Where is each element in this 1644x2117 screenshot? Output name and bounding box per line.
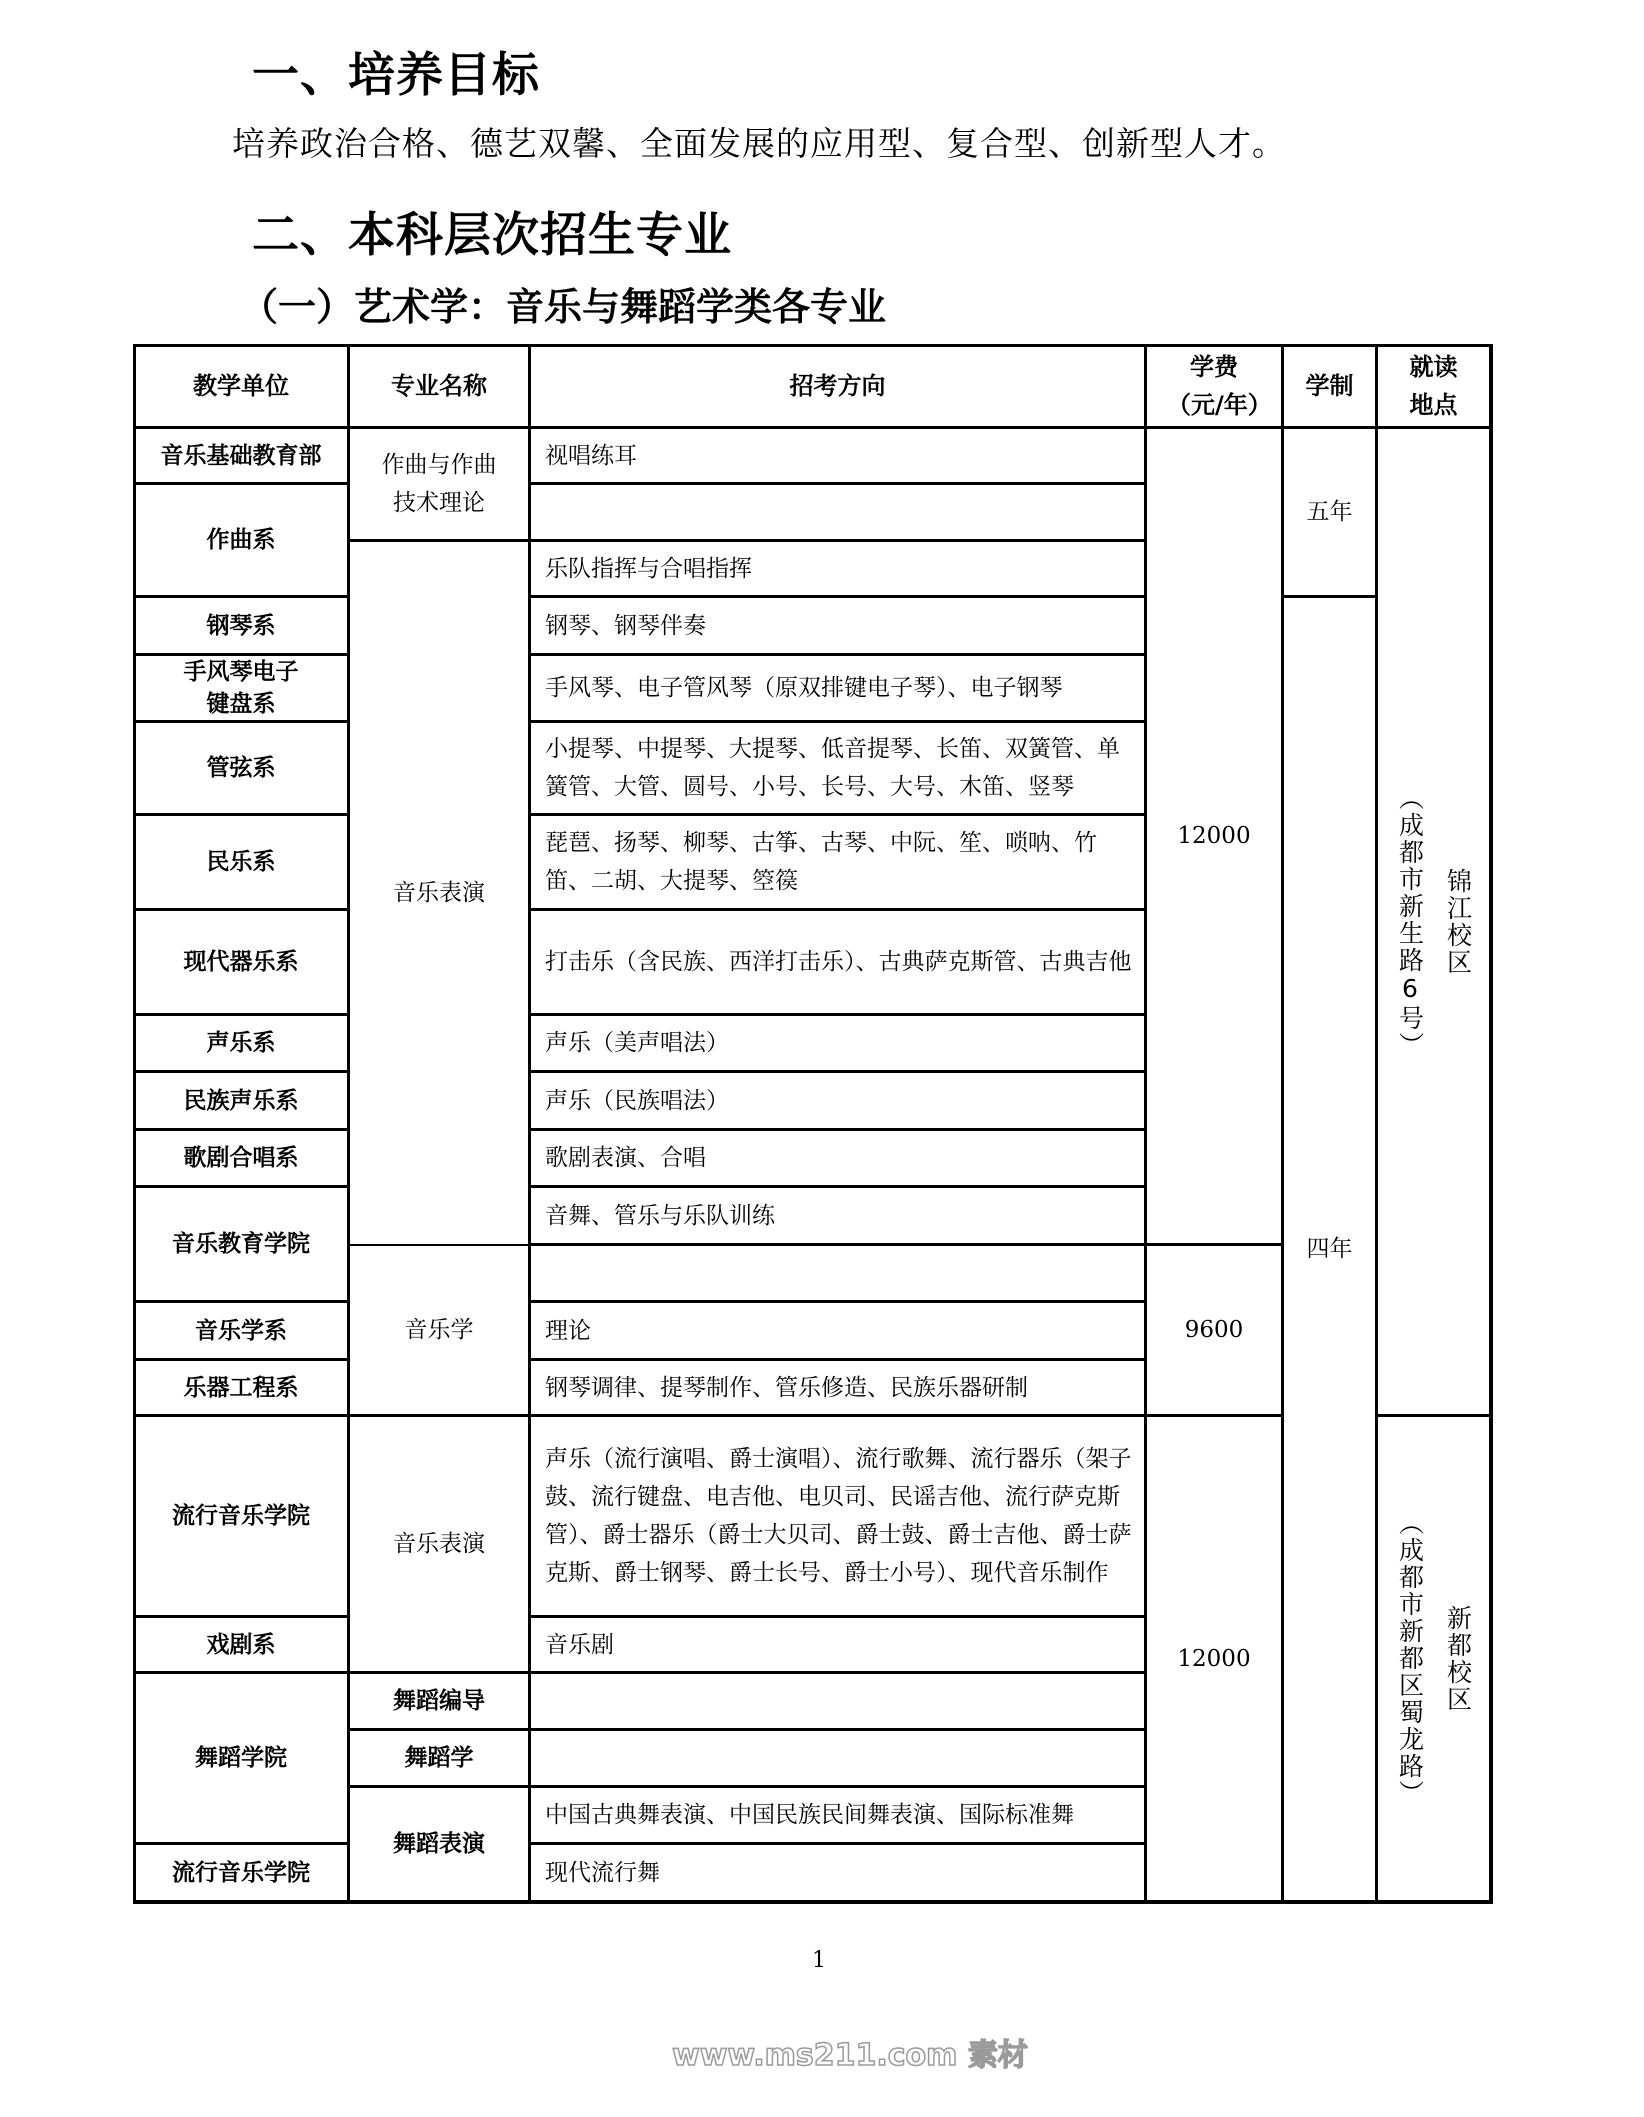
unit-cell: 歌剧合唱系 <box>133 1129 349 1187</box>
header-direction: 招考方向 <box>529 344 1146 428</box>
direction-cell: 钢琴调律、提琴制作、管乐修造、民族乐器研制 <box>529 1359 1146 1416</box>
unit-cell: 音乐基础教育部 <box>133 427 349 484</box>
unit-cell: 声乐系 <box>133 1014 349 1072</box>
direction-cell: 中国古典舞表演、中国民族民间舞表演、国际标准舞 <box>529 1786 1146 1844</box>
direction-cell: 琵琶、扬琴、柳琴、古筝、古琴、中阮、笙、唢呐、竹笛、二胡、大提琴、箜篌 <box>529 814 1146 910</box>
direction-cell: 歌剧表演、合唱 <box>529 1129 1146 1187</box>
direction-cell: 打击乐（含民族、西洋打击乐）、古典萨克斯管、古典吉他 <box>529 909 1146 1015</box>
fee-cell: 12000 <box>1145 1415 1283 1902</box>
campus-name: 新都校区 <box>1443 1604 1473 1713</box>
direction-cell: 音乐剧 <box>529 1616 1146 1673</box>
major-cell: 舞蹈学 <box>348 1729 530 1787</box>
direction-cell <box>529 483 1146 541</box>
unit-cell: 舞蹈学院 <box>133 1672 349 1844</box>
unit-cell: 作曲系 <box>133 483 349 597</box>
major-cell: 舞蹈编导 <box>348 1672 530 1730</box>
header-duration: 学制 <box>1282 344 1377 428</box>
direction-cell: 视唱练耳 <box>529 427 1146 484</box>
major-cell: 音乐表演 <box>348 540 530 1246</box>
location-cell-xindu <box>1376 1415 1491 1902</box>
fee-cell: 9600 <box>1145 1244 1283 1416</box>
unit-cell: 管弦系 <box>133 721 349 815</box>
duration-cell: 四年 <box>1282 596 1377 1902</box>
training-goal-text: 培养政治合格、德艺双馨、全面发展的应用型、复合型、创新型人才。 <box>232 124 1286 163</box>
major-cell: 舞蹈表演 <box>348 1786 530 1902</box>
direction-cell <box>529 1672 1146 1730</box>
watermark: www.ms211.com 素材 <box>672 2038 1028 2073</box>
unit-cell: 流行音乐学院 <box>133 1843 349 1902</box>
page-number: 1 <box>812 1948 826 1973</box>
direction-cell: 手风琴、电子管风琴（原双排键电子琴）、电子钢琴 <box>529 654 1146 722</box>
subheading-music-dance: （一）艺术学：音乐与舞蹈学类各专业 <box>240 285 887 329</box>
campus-address: （成都市新生路6号） <box>1395 784 1425 1059</box>
direction-cell <box>529 1244 1146 1302</box>
major-cell: 作曲与作曲技术理论 <box>348 427 530 541</box>
unit-cell: 现代器乐系 <box>133 909 349 1015</box>
unit-cell: 民乐系 <box>133 814 349 910</box>
unit-cell: 流行音乐学院 <box>133 1415 349 1617</box>
major-cell: 音乐学 <box>348 1244 530 1416</box>
fee-cell: 12000 <box>1145 427 1283 1245</box>
duration-cell: 五年 <box>1282 427 1377 597</box>
unit-cell: 乐器工程系 <box>133 1359 349 1416</box>
heading-undergrad-majors: 二、本科层次招生专业 <box>252 208 732 263</box>
header-fee: 学费（元/年） <box>1145 344 1283 428</box>
major-cell: 音乐表演 <box>348 1415 530 1673</box>
heading-training-goal: 一、培养目标 <box>252 48 540 103</box>
direction-cell: 理论 <box>529 1301 1146 1360</box>
header-unit: 教学单位 <box>133 344 349 428</box>
direction-cell: 钢琴、钢琴伴奏 <box>529 596 1146 655</box>
direction-cell: 声乐（美声唱法） <box>529 1014 1146 1072</box>
unit-cell: 钢琴系 <box>133 596 349 655</box>
unit-cell: 音乐学系 <box>133 1301 349 1360</box>
direction-cell: 音舞、管乐与乐队训练 <box>529 1186 1146 1245</box>
header-location: 就读地点 <box>1376 344 1491 428</box>
direction-cell: 声乐（民族唱法） <box>529 1071 1146 1130</box>
header-major: 专业名称 <box>348 344 530 428</box>
unit-cell: 音乐教育学院 <box>133 1186 349 1302</box>
direction-cell <box>529 1729 1146 1787</box>
unit-cell: 戏剧系 <box>133 1616 349 1673</box>
unit-cell: 民族声乐系 <box>133 1071 349 1130</box>
campus-name: 锦江校区 <box>1443 867 1473 976</box>
unit-cell: 手风琴电子键盘系 <box>133 654 349 722</box>
direction-cell: 乐队指挥与合唱指挥 <box>529 540 1146 597</box>
location-cell-jinjiang <box>1376 427 1491 1416</box>
campus-address: （成都市新都区蜀龙路） <box>1395 1510 1425 1807</box>
direction-cell: 现代流行舞 <box>529 1843 1146 1902</box>
direction-cell: 小提琴、中提琴、大提琴、低音提琴、长笛、双簧管、单簧管、大管、圆号、小号、长号、大号、木笛、竖琴 <box>529 721 1146 815</box>
direction-cell: 声乐（流行演唱、爵士演唱）、流行歌舞、流行器乐（架子鼓、流行键盘、电吉他、电贝司、民谣吉他、流行萨克斯管）、爵士器乐（爵士大贝司、爵士鼓、爵士吉他、爵士萨克斯、爵士钢琴、爵士长号、爵士小号）、现代音乐制作 <box>529 1415 1146 1617</box>
